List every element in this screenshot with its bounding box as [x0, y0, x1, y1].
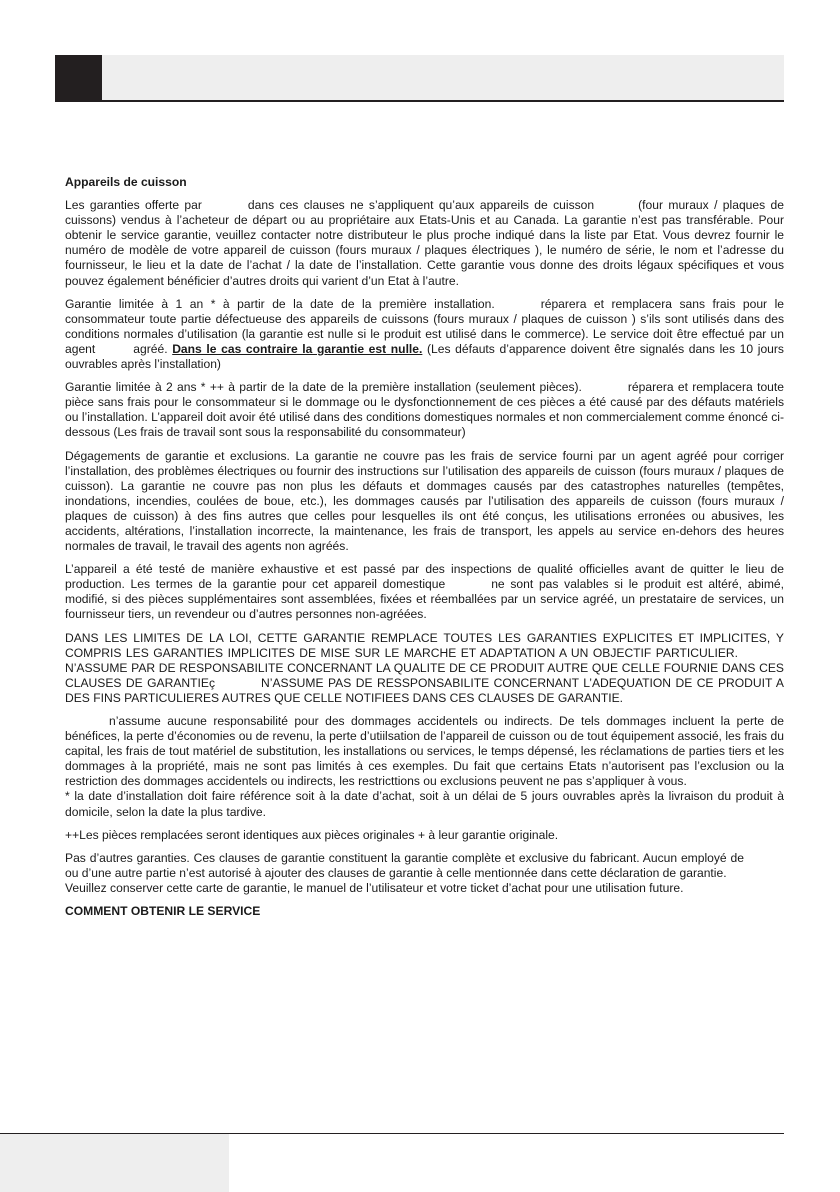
paragraph-no-other-warranties [65, 851, 784, 881]
paragraph-disclaimer [65, 631, 784, 706]
text-run: Pas d’autres garanties. Ces clauses de garantie constituent la garantie complète et exclusive du fabricant. Aucun employé de [65, 850, 744, 865]
text-run: N’ASSUME PAS DE RESSPONSABILITE CONCERNANT L’ADEQUATION DE CE PRODUIT A DES FINS PARTICULIERES AUTRES QUE CELLE NOTIFIEES DANS CES CLAUSES DE GARANTIE. [65, 675, 784, 705]
text-run: dans ces clauses ne s’appliquent qu’aux appareils de cuisson [247, 198, 595, 213]
section-marker [55, 55, 102, 102]
text-run: agréé. [133, 341, 168, 356]
paragraph-scope [65, 198, 784, 289]
paragraph-2-years [65, 380, 784, 440]
void-notice: Dans le cas contraire la garantie est nulle. [172, 341, 423, 356]
header-bar [102, 55, 784, 102]
text-run: ou d’une autre partie n’est autorisé à ajouter des clauses de garantie à celle mentionnée dans cette déclaration de garantie. [65, 865, 727, 880]
paragraph-keep-card: Veuillez conserver cette carte de garantie, le manuel de l’utilisateur et votre ticket d’achat pour une utilisation future. [65, 880, 684, 895]
text-run: L’appareil a été testé de manière exhaustive et est passé par des inspections de qualité officielles avant de quitter le lieu de production. Les termes de la garantie pour cet appareil domestique [65, 562, 784, 592]
text-run: (four muraux / plaques de cuissons) vendus à l’acheteur de départ ou au propriétaire aux Etats-Unis et au Canada. La garantie n’est pas transférable. Pour obtenir le service garantie, veuillez contacter notre distributeur le plus proche indiqué dans la liste par Etat. Vous devrez fournir le numéro de modèle de votre appareil de cuisson (fours muraux / plaques électriques ), le numéro de série, le nom et l’adresse du fournisseur, le lieu et la date de l’achat / la date de l’installation. Cette garantie vous donne des droits légaux spécifiques et vous pouvez également bénéficier d’autres droits qui varient d’un Etat à l’autre. [65, 198, 784, 288]
paragraph-parts-note: ++Les pièces remplacées seront identiques aux pièces originales + à leur garantie originale. [65, 827, 559, 842]
paragraph-exclusions: Dégagements de garantie et exclusions. La garantie ne couvre pas les frais de service fourni par un agent agréé pour corriger l’installation, des problèmes électriques ou fournir des instructions sur l’utilisation des appareils de cuisson (fours muraux / plaques de cuisson). La garantie ne couvre pas non plus les défauts et dommages causés par des catastrophes naturelles (tempêtes, inondations, incendies, coulées de boue, etc.), les dommages causés par l’utilisation des appareils de cuisson (fours muraux / plaques de cuisson) à des fins autres que celles pour lesquelles ils ont été conçus, les utilisations erronées ou abusives, les accidents, altérations, l’installation incorrecte, la maintenance, les frais de transport, les appels au service en-dehors des heures normales de travail, le travail des agents non agréés. [65, 448, 784, 554]
text-run: Les garanties offerte par [65, 198, 202, 213]
text-run: ne sont pas valables si le produit est altéré, abimé, modifié, si des pièces supplémentaires sont assemblées, fixées et réemballées par un service agréé, un prestataire de services, un fournisseur tiers, un revendeur ou d’autres personnes non-agréées. [65, 577, 784, 622]
text-run: n’assume aucune responsabilité pour des dommages accidentels ou indirects. De tels dommages incluent la perte de bénéfices, la perte d’économies ou de revenu, la perte d’utiilsation de l’appareil de cuisson ou de tout équipement associé, les frais du capital, les frais de tout matériel de substitution, les installations ou services, le temps dépensé, les réclamations de parties tiers et les dommages à la propriété, mais ne sont pas limités à ces exemples. [65, 714, 784, 774]
paragraph-liability [65, 714, 784, 789]
text-run: Garantie limitée à 2 ans * ++ à partir de la date de la première installation (seulement pièces). [65, 380, 582, 395]
text-run: réparera et remplacera toute pièce sans frais pour le consommateur si le dommage ou le dysfonctionnement de ces pièces a été causé par des défauts matériels ou l’installation. L’appareil doit avoir été utilisé dans des conditions domestiques normales et non commercialement comme énoncé ci-dessous (Les frais de travail sont sous la responsabilité du consommateur) [65, 380, 784, 440]
paragraph-install-date-note: * la date d’installation doit faire référence soit à la date d’achat, soit à un délai de 5 jours ouvrables après la livraison du produit à domicile, selon la date la plus tardive. [65, 789, 784, 819]
section-heading: Appareils de cuisson [65, 175, 187, 189]
service-heading: COMMENT OBTENIR LE SERVICE [65, 904, 261, 919]
footer-block [0, 1134, 229, 1192]
text-run: (Les défauts d’apparence doivent être signalés dans les 10 jours ouvrables après l’installation) [65, 341, 784, 372]
paragraph-testing [65, 562, 784, 622]
text-run: Du fait que certains Etats n’autorisent pas l’exclusion ou la restriction des dommages accidentels ou indirects, les restricttions ou exclusions peuvent ne pas s’appliquer à vous. [65, 759, 784, 789]
text-run: Garantie limitée à 1 an * à partir de la date de la première installation. [65, 296, 495, 311]
warranty-text [65, 175, 784, 927]
text-run: DANS LES LIMITES DE LA LOI, CETTE GARANTIE REMPLACE TOUTES LES GARANTIES EXPLICITES ET IMPLICITES, Y COMPRIS LES GARANTIES IMPLICITES DE MISE SUR LE MARCHE ET ADAPTATION A UN OBJECTIF PARTICULIER. [65, 630, 784, 660]
paragraph-1-year [65, 297, 784, 372]
text-run: réparera et remplacera sans frais pour le consommateur toute partie défectueuse des appareils de cuissons (fours muraux / plaques de cuisson ) s’ils sont utilisés dans des conditions normales d’utilisation (la garantie est nulle si le produit est utilisé dans le commerce). Le service doit être effectué par un agent [65, 296, 784, 356]
text-run: N’ASSUME PAR DE RESPONSABILITE CONCERNANT LA QUALITE DE CE PRODUIT AUTRE QUE CELLE FOURNIE DANS CES CLAUSES DE GARANTIEç [65, 660, 784, 690]
